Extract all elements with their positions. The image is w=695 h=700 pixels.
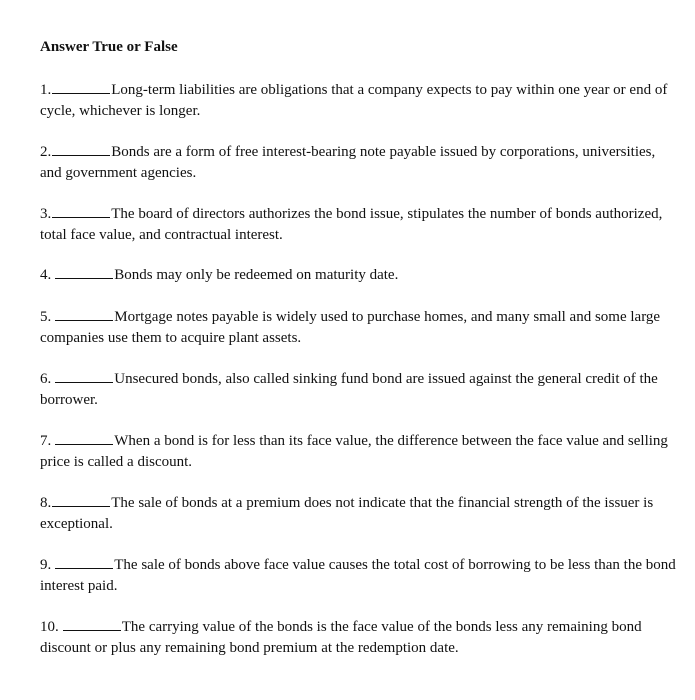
question-number: 8. — [40, 495, 52, 511]
question-7 — [40, 430, 680, 473]
question-number: 5. — [40, 309, 52, 325]
answer-blank-6[interactable] — [55, 368, 113, 383]
question-5 — [40, 306, 680, 349]
question-number: 9. — [40, 557, 52, 573]
question-number: 6. — [40, 371, 52, 387]
answer-blank-5[interactable] — [55, 306, 113, 321]
answer-blank-3[interactable] — [52, 203, 110, 218]
answer-blank-7[interactable] — [55, 430, 113, 445]
question-2 — [40, 141, 680, 184]
question-text: When a bond is for less than its face value, the difference between the face value and selling price is called a discount. — [40, 433, 668, 470]
question-9 — [40, 554, 680, 597]
question-1 — [40, 79, 680, 122]
answer-blank-4[interactable] — [55, 264, 113, 279]
answer-blank-1[interactable] — [52, 79, 110, 94]
question-3 — [40, 203, 680, 246]
question-8 — [40, 492, 680, 535]
question-number: 2. — [40, 144, 52, 160]
question-number: 3. — [40, 206, 52, 222]
question-text: Mortgage notes payable is widely used to purchase homes, and many small and some large companies use them to acquire plant assets. — [40, 309, 661, 346]
answer-blank-9[interactable] — [55, 554, 113, 569]
question-text: Bonds may only be redeemed on maturity date. — [114, 267, 399, 283]
question-text: Long-term liabilities are obligations that a company expects to pay within one year or end of cycle, whichever is longer. — [40, 82, 668, 119]
question-text: The board of directors authorizes the bond issue, stipulates the number of bonds authorized, total face value, and contractual interest. — [40, 206, 663, 243]
question-4 — [40, 264, 680, 286]
question-number: 4. — [40, 267, 52, 283]
answer-blank-2[interactable] — [52, 141, 110, 156]
worksheet-title: Answer True or False — [40, 39, 178, 55]
question-text: Unsecured bonds, also called sinking fund bond are issued against the general credit of the borrower. — [40, 371, 658, 408]
question-text: Bonds are a form of free interest-bearing note payable issued by corporations, universities, and government agencies. — [40, 144, 656, 181]
question-10 — [40, 616, 680, 659]
question-6 — [40, 368, 680, 411]
answer-blank-8[interactable] — [52, 492, 110, 507]
question-text: The carrying value of the bonds is the face value of the bonds less any remaining bond discount or plus any remaining bond premium at the redemption date. — [40, 619, 642, 656]
question-number: 10. — [40, 619, 59, 635]
question-number: 7. — [40, 433, 52, 449]
answer-blank-10[interactable] — [63, 616, 121, 631]
question-number: 1. — [40, 82, 52, 98]
question-text: The sale of bonds at a premium does not indicate that the financial strength of the issuer is exceptional. — [40, 495, 654, 532]
question-text: The sale of bonds above face value causes the total cost of borrowing to be less than the bond interest paid. — [40, 557, 676, 594]
